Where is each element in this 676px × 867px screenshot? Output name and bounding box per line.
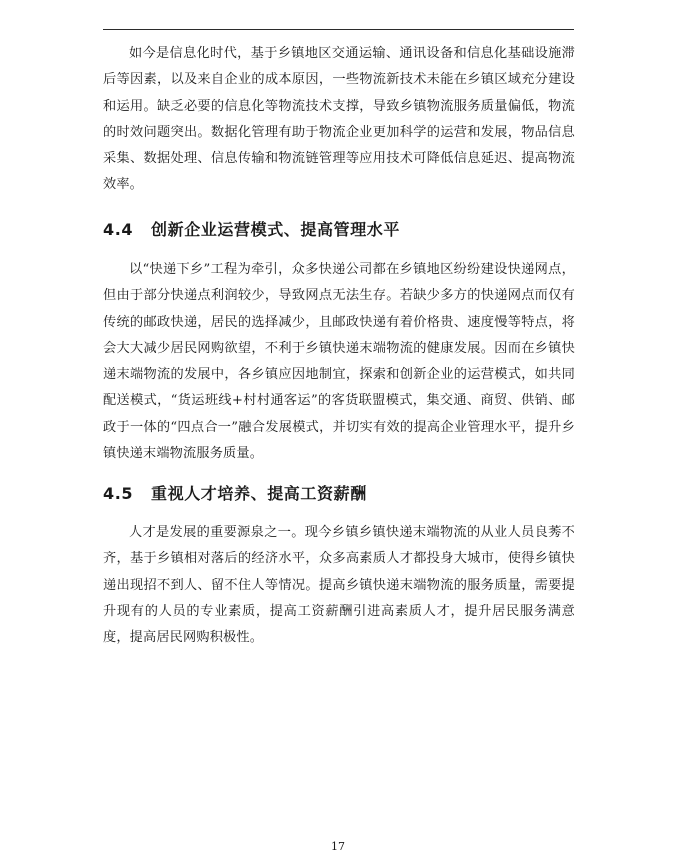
section-heading-4-5: [103, 483, 367, 505]
section-title: 重视人才培养、提高工资薪酬: [151, 484, 367, 503]
section-heading-4-4: [103, 219, 400, 241]
section-4-5-paragraph: 人才是发展的重要源泉之一。现今乡镇乡镇快递末端物流的从业人员良莠不齐，基于乡镇相对落后的经济水平，众多高素质人才都投身大城市，使得乡镇快递出现招不到人、留不住人等情况。提高乡镇快递末端物流的服务质量，需要提升现有的人员的专业素质，提高工资薪酬引进高素质人才，提升居民服务满意度，提高居民网购积极性。: [103, 525, 575, 646]
section-number: 4.4: [103, 220, 134, 239]
header-rule: [103, 29, 574, 30]
intro-paragraph: 如今是信息化时代，基于乡镇地区交通运输、通讯设备和信息化基础设施滞后等因素，以及来自企业的成本原因，一些物流新技术未能在乡镇区域充分建设和运用。缺乏必要的信息化等物流技术支撑，导致乡镇物流服务质量偏低，物流的时效问题突出。数据化管理有助于物流企业更加科学的运营和发展，物品信息采集、数据处理、信息传输和物流链管理等应用技术可降低信息延迟、提高物流效率。: [103, 46, 575, 193]
section-4-4-paragraph: 以“快递下乡”工程为牵引，众多快递公司都在乡镇地区纷纷建设快递网点，但由于部分快递点利润较少，导致网点无法生存。若缺少多方的快递网点而仅有传统的邮政快递，居民的选择减少，且邮政快递有着价格贵、速度慢等特点，将会大大减少居民网购欲望，不利于乡镇快递末端物流的健康发展。因而在乡镇快递末端物流的发展中，各乡镇应因地制宜，探索和创新企业的运营模式，如共同配送模式，“货运班线+村村通客运”的客货联盟模式，集交通、商贸、供销、邮政于一体的“四点合一”融合发展模式，并切实有效的提高企业管理水平，提升乡镇快递末端物流服务质量。: [103, 262, 575, 462]
section-number: 4.5: [103, 484, 134, 503]
page-number: 17: [331, 840, 345, 853]
section-title: 创新企业运营模式、提高管理水平: [151, 220, 401, 239]
